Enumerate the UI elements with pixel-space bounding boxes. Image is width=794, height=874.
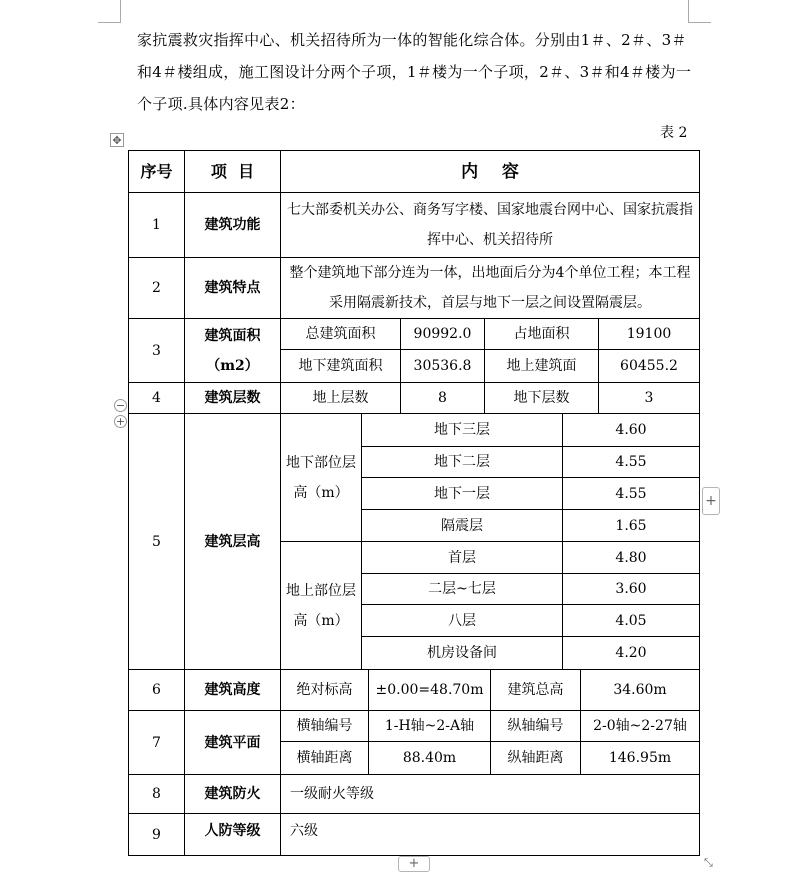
row6-c3: 建筑总高	[507, 682, 564, 698]
row4-c4: 3	[644, 390, 654, 406]
floor-name: 隔震层	[441, 517, 483, 534]
row-collapse-icon[interactable]: −	[115, 399, 126, 412]
row9-no: 9	[152, 826, 161, 843]
floor-name: 首层	[448, 549, 476, 566]
floor-name: 机房设备间	[427, 645, 497, 661]
row3-b2: 30536.8	[413, 358, 472, 374]
crop-mark-top-right-v	[688, 0, 689, 22]
row7-a3: 纵轴编号	[507, 718, 564, 734]
row3-a2: 90992.0	[413, 326, 472, 342]
row6-c4: 34.60m	[613, 682, 667, 698]
row3-no: 3	[152, 342, 161, 359]
floor-name: 八层	[448, 612, 476, 629]
add-row-button[interactable]: +	[398, 856, 430, 872]
row7-a4: 2-0轴~2-27轴	[593, 718, 687, 734]
row6-c1: 绝对标高	[296, 682, 353, 698]
floor-height: 4.80	[615, 549, 647, 566]
row3-a3: 占地面积	[513, 326, 570, 342]
row3-item: 建筑面积（m2）	[204, 327, 261, 374]
row7-b3: 纵轴距离	[507, 750, 564, 766]
row1-item: 建筑功能	[204, 217, 261, 233]
crop-mark-top-left-h	[98, 22, 121, 23]
row4-no: 4	[152, 390, 161, 406]
row7-item: 建筑平面	[204, 734, 261, 751]
row4-c2: 8	[438, 390, 447, 406]
table-caption: 表 2	[660, 125, 688, 141]
floor-name: 地下一层	[434, 485, 490, 502]
row6-item: 建筑高度	[204, 682, 261, 698]
row9-content: 六级	[290, 822, 318, 839]
floor-height: 1.65	[615, 517, 647, 534]
row5-underground-label: 地下部位层高（m）	[286, 454, 356, 501]
row6-no: 6	[152, 682, 161, 698]
header-item: 项 目	[210, 161, 255, 181]
crop-mark-top-right-h	[688, 22, 711, 23]
row3-a4: 19100	[626, 326, 672, 342]
row4-c1: 地上层数	[312, 390, 369, 406]
table-border	[699, 150, 700, 856]
row5-no: 5	[152, 533, 161, 550]
table-resize-icon[interactable]: ⤡	[704, 856, 713, 869]
row-expand-icon[interactable]: +	[115, 415, 126, 428]
row5-item: 建筑层高	[204, 533, 261, 550]
row3-b1: 地下建筑面积	[298, 358, 383, 374]
row9-item: 人防等级	[204, 822, 261, 839]
crop-mark-top-left-v	[120, 0, 121, 22]
row3-b4: 60455.2	[620, 358, 678, 374]
row7-b2: 88.40m	[402, 750, 457, 766]
row4-c3: 地下层数	[513, 390, 570, 406]
row3-a1: 总建筑面积	[305, 326, 376, 342]
row8-item: 建筑防火	[204, 786, 261, 802]
row3-b3: 地上建筑面	[506, 358, 577, 374]
floor-name: 二层~七层	[428, 581, 496, 597]
row8-content: 一级耐火等级	[290, 786, 374, 802]
row8-no: 8	[152, 786, 161, 802]
row6-c2: ±0.00=48.70m	[375, 682, 484, 698]
row4-item: 建筑层数	[204, 390, 261, 406]
floor-height: 4.55	[615, 485, 647, 502]
row7-b1: 横轴距离	[296, 750, 353, 766]
row7-a1: 横轴编号	[296, 718, 353, 734]
row1-no: 1	[152, 217, 161, 233]
header-no: 序号	[140, 161, 173, 181]
floor-name: 地下二层	[434, 454, 490, 470]
add-column-button[interactable]: +	[702, 487, 720, 515]
floor-height: 3.60	[615, 581, 647, 597]
row7-b4: 146.95m	[608, 750, 672, 766]
row2-item: 建筑特点	[204, 280, 261, 296]
row2-content: 整个建筑地下部分连为一体，出地面后分为4个单位工程；本工程采用隔震新技术，首层与地下一层之间设置隔震层。	[289, 265, 691, 311]
floor-name: 地下三层	[434, 422, 490, 438]
row7-a2: 1-H轴~2-A轴	[384, 718, 475, 734]
row5-aboveground-label: 地上部位层高（m）	[286, 582, 356, 629]
header-content: 内 容	[461, 161, 519, 182]
floor-height: 4.55	[615, 454, 647, 470]
row1-content: 七大部委机关办公、商务写字楼、国家地震台网中心、国家抗震指挥中心、机关招待所	[287, 202, 693, 248]
floor-height: 4.20	[615, 645, 647, 661]
row2-no: 2	[152, 280, 161, 296]
floor-height: 4.05	[615, 612, 647, 629]
row7-no: 7	[152, 734, 161, 751]
table-move-handle-icon[interactable]: ✥	[110, 133, 124, 147]
floor-height: 4.60	[615, 422, 647, 438]
body-paragraph: 家抗震救灾指挥中心、机关招待所为一体的智能化综合体。分别由1＃、2＃、3＃和4＃楼组成，施工图设计分两个子项，1＃楼为一个子项，2＃、3＃和4＃楼为一个子项.具体内容见表2：	[137, 31, 692, 113]
